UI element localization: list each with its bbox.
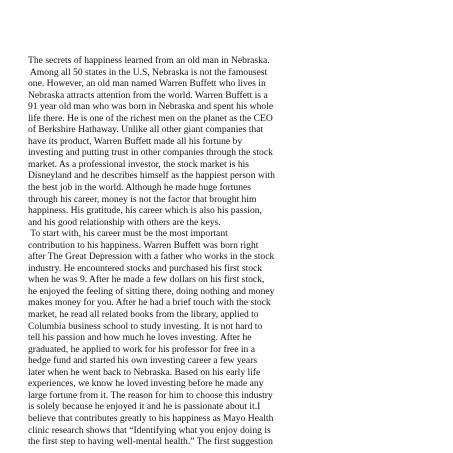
text-line: the best job in the world. Although he made huge fortunes: [28, 182, 252, 194]
text-line: experiences, we know he loved investing before he made any: [28, 378, 264, 390]
text-line: believe that contributes greatly to his happiness as Mayo Health: [28, 412, 274, 424]
text-line: industry. He encountered stocks and purchased his first stock: [28, 262, 263, 274]
text-line: market, he read all related books from the library, applied to: [28, 309, 259, 321]
text-line: is solely because he enjoyed it and he is passionate about it.I: [28, 401, 261, 413]
text-line: after The Great Depression with a father who works in the stock: [28, 251, 275, 263]
text-line: later when he went back to Nebraska. Based on his early life: [28, 366, 261, 378]
text-line: the first step to having well-mental health.” The first suggestion: [28, 436, 273, 448]
text-line: Columbia business school to study investing. It is not hard to: [28, 320, 263, 332]
text-line: through his career, money is not the factor that brought him: [28, 193, 257, 205]
text-line: clinic research shows that “Identifying what you enjoy doing is: [28, 424, 271, 436]
text-line: large fortune from it. The reason for him to choose this industry: [28, 389, 273, 401]
text-line: makes money for you. After he had a brief touch with the stock: [28, 297, 271, 309]
text-line: 91 year old man who was born in Nebraska and spent his whole: [28, 101, 274, 113]
text-line: The secrets of happiness learned from an old man in Nebraska.: [28, 55, 270, 66]
text-line: when he was 9. After he made a few dollars on his first stock,: [28, 274, 265, 286]
text-line: investing and putting trust in other companies through the stock: [28, 147, 273, 159]
text-line: and his good relationship with others are the keys.: [28, 216, 221, 228]
text-line: hedge fund and started his own investing career a few years: [28, 355, 258, 367]
text-line: life there. He is one of the richest men on the planet as the CEO: [28, 112, 273, 124]
text-line: he enjoyed the feeling of sitting there, doing nothing and money: [28, 285, 275, 297]
text-line: tell his passion and how much he loves investing. After he: [28, 332, 252, 344]
text-line: market. As a professional investor, the stock market is his: [28, 158, 250, 170]
text-line: graduated, he applied to work for his professor for free in a: [28, 343, 255, 355]
text-line: Disneyland and he describes himself as the happiest person with: [28, 170, 275, 182]
text-line: Among all 50 states in the U.S, Nebraska is not the famousest: [28, 66, 268, 78]
text-line: contribution to his happiness. Warren Buffett was born right: [28, 239, 259, 251]
essay-text: [28, 55, 438, 448]
text-line: one. However, an old man named Warren Buffett who lives in: [28, 78, 266, 90]
text-line: To start with, his career must be the most important: [28, 228, 228, 240]
text-line: of Berkshire Hathaway. Unlike all other giant companies that: [28, 124, 264, 136]
text-line: have its product, Warren Buffett made all his fortune by: [28, 135, 243, 147]
text-line: happiness. His gratitude, his career which is also his passion,: [28, 205, 262, 217]
text-line: Nebraska attracts attention from the world. Warren Buffett is a: [28, 89, 268, 101]
